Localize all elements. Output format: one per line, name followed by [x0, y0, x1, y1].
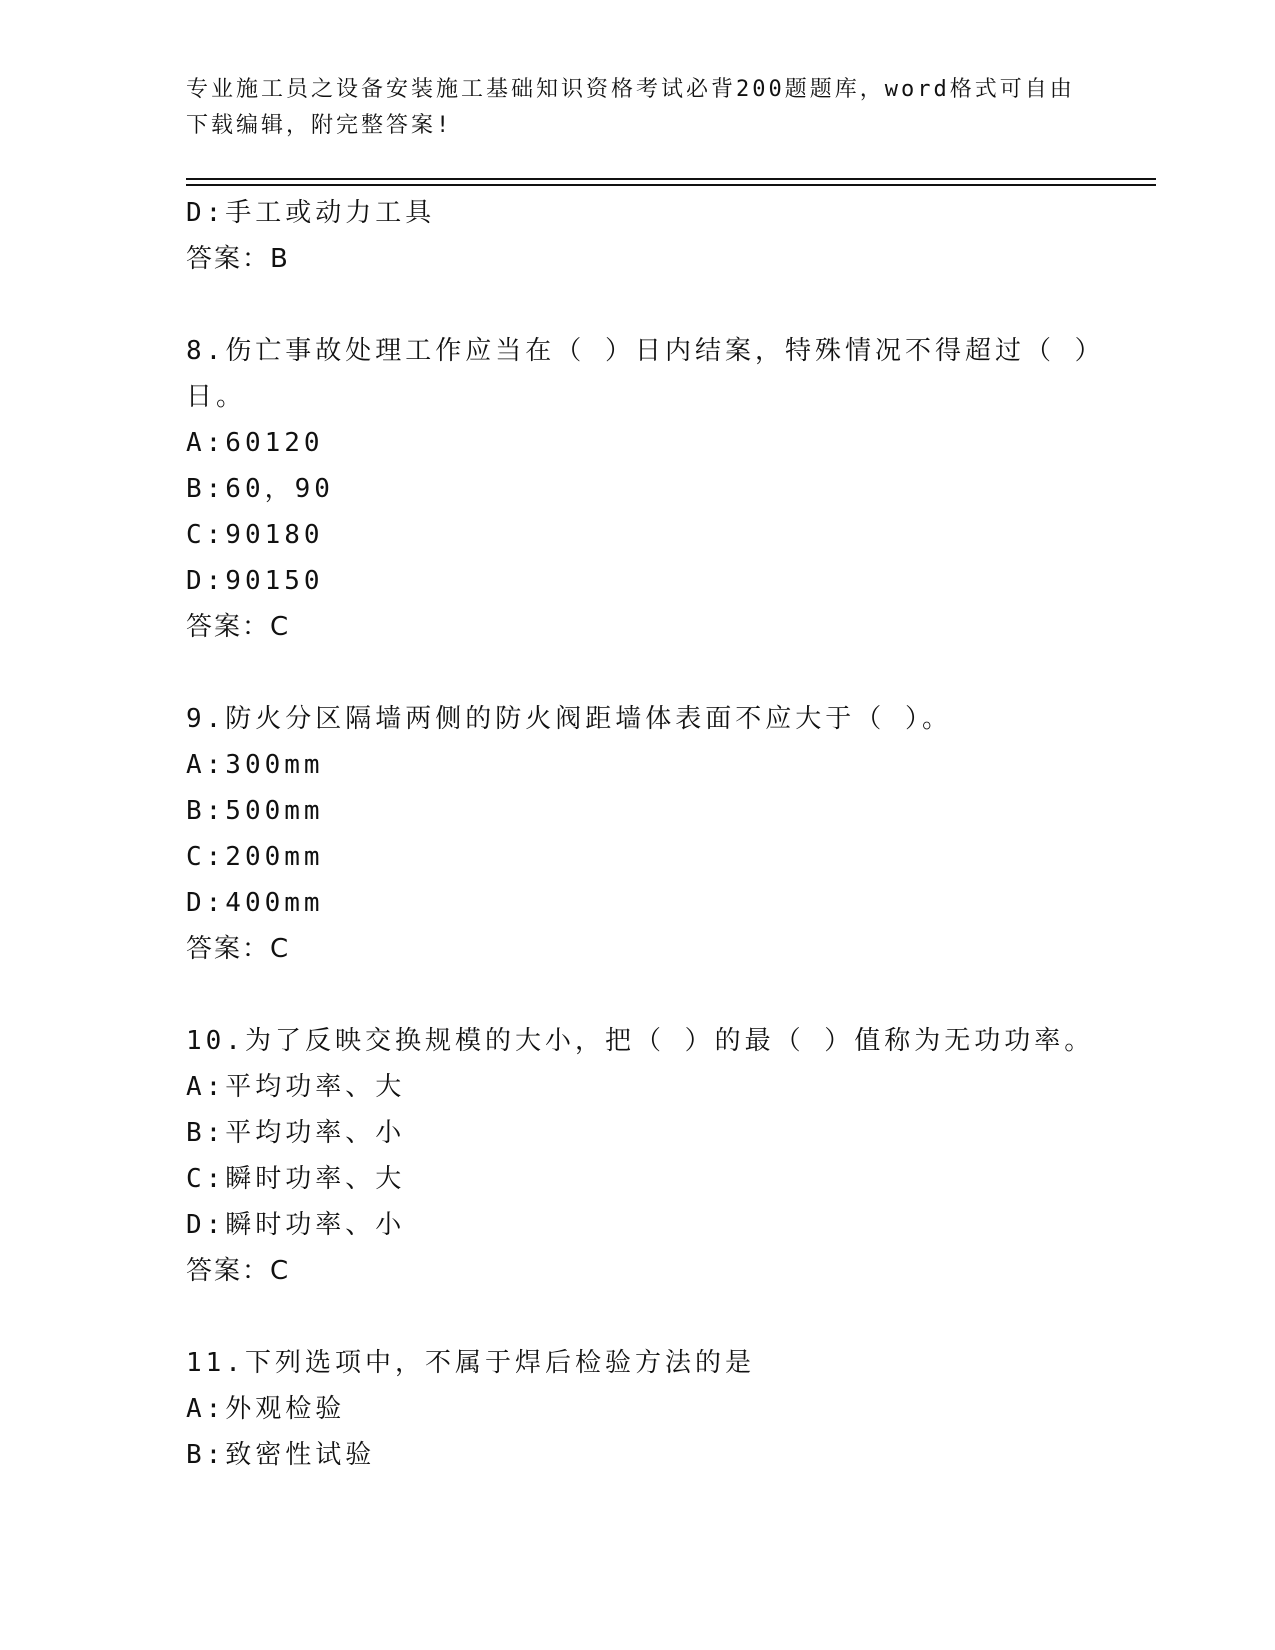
question-stem: 9.防火分区隔墙两侧的防火阀距墙体表面不应大于（ ）。	[186, 704, 952, 734]
question-stem: 10.为了反映交换规模的大小，把（ ）的最（ ）值称为无功功率。	[186, 1026, 1095, 1056]
header-rule-bottom	[186, 184, 1156, 186]
spacer	[186, 1294, 1086, 1340]
question-8	[186, 328, 1105, 650]
option-c: C:瞬时功率、大	[186, 1164, 406, 1194]
option-b: B:60，90	[186, 474, 334, 504]
answer: 答案：C	[186, 612, 291, 642]
option-a: A:外观检验	[186, 1394, 346, 1424]
document-header	[186, 72, 1086, 144]
option-c: C:90180	[186, 520, 324, 550]
header-title-line-1: 专业施工员之设备安装施工基础知识资格考试必背200题题库，word格式可自由	[186, 77, 1075, 102]
prev-question-answer: 答案：B	[186, 244, 290, 274]
option-d: D:400mm	[186, 888, 324, 918]
question-content	[186, 190, 1105, 1478]
question-10	[186, 1018, 1095, 1294]
question-stem: 8.伤亡事故处理工作应当在（ ）日内结案，特殊情况不得超过（ ）	[186, 336, 1105, 366]
option-a: A:60120	[186, 428, 324, 458]
header-rule-top	[186, 178, 1156, 180]
question-stem-continued: 日。	[186, 382, 247, 412]
spacer	[186, 282, 1086, 328]
option-c: C:200mm	[186, 842, 324, 872]
option-a: A:平均功率、大	[186, 1072, 406, 1102]
question-11	[186, 1340, 1086, 1478]
option-b: B:500mm	[186, 796, 324, 826]
spacer	[186, 972, 1086, 1018]
answer: 答案：C	[186, 934, 291, 964]
option-d: D:瞬时功率、小	[186, 1210, 406, 1240]
answer: 答案：C	[186, 1256, 291, 1286]
question-9	[186, 696, 1086, 972]
prev-question-option-d: D:手工或动力工具	[186, 198, 436, 228]
option-a: A:300mm	[186, 750, 324, 780]
question-stem: 11.下列选项中，不属于焊后检验方法的是	[186, 1348, 755, 1378]
option-b: B:致密性试验	[186, 1440, 376, 1470]
option-d: D:90150	[186, 566, 324, 596]
option-b: B:平均功率、小	[186, 1118, 406, 1148]
header-title-line-2: 下载编辑，附完整答案!	[186, 113, 453, 138]
spacer	[186, 650, 1086, 696]
